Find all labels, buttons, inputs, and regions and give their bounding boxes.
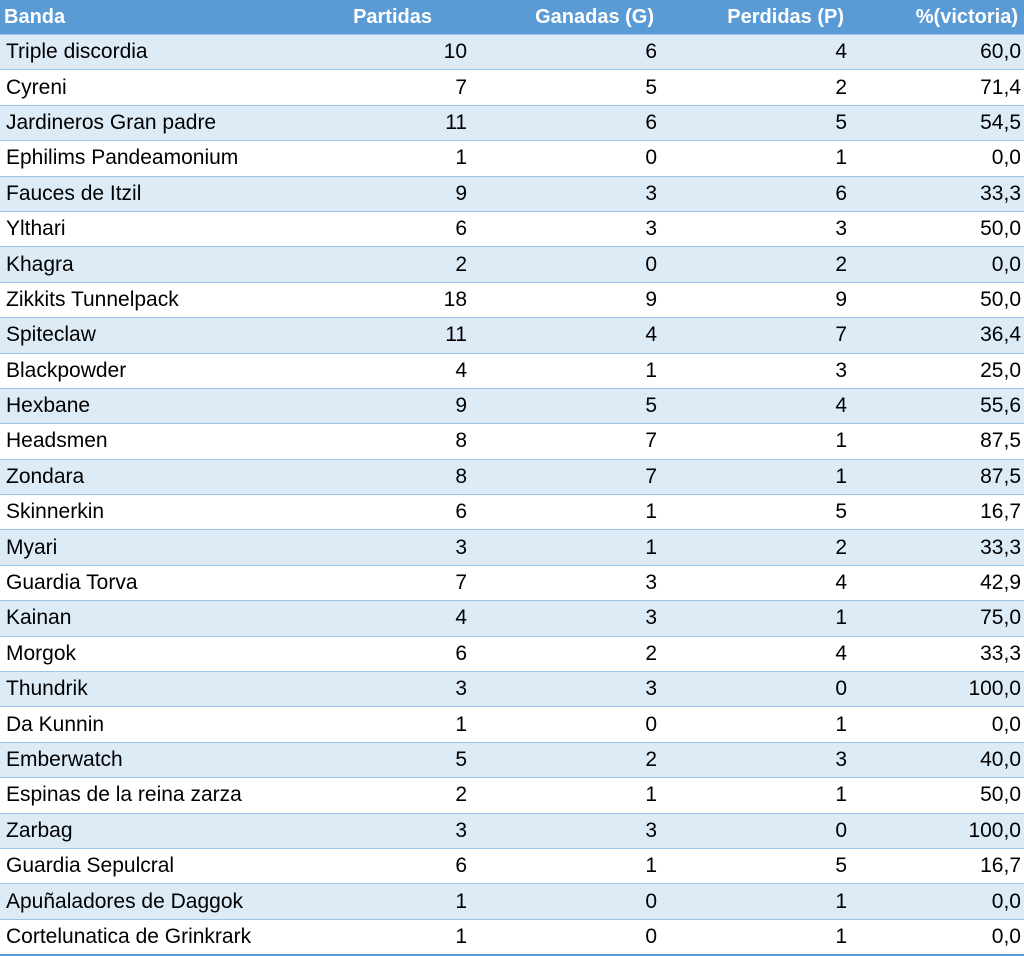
- cell-perdidas: 4: [660, 388, 850, 423]
- cell-partidas: 4: [330, 353, 470, 388]
- table-header: [0, 0, 1024, 35]
- cell-partidas: 1: [330, 919, 470, 955]
- cell-perdidas: 2: [660, 247, 850, 282]
- cell-partidas: 18: [330, 282, 470, 317]
- cell-banda: Guardia Sepulcral: [0, 848, 330, 883]
- cell-perdidas: 4: [660, 35, 850, 70]
- header-row: [0, 0, 1024, 35]
- table-row: [0, 813, 1024, 848]
- cell-banda: Myari: [0, 530, 330, 565]
- table-row: [0, 884, 1024, 919]
- cell-partidas: 1: [330, 141, 470, 176]
- cell-ganadas: 0: [470, 884, 660, 919]
- cell-perdidas: 1: [660, 424, 850, 459]
- cell-perdidas: 1: [660, 707, 850, 742]
- table-row: [0, 530, 1024, 565]
- header-victoria: %(victoria): [850, 0, 1024, 35]
- cell-ganadas: 0: [470, 141, 660, 176]
- table-row: [0, 848, 1024, 883]
- cell-banda: Khagra: [0, 247, 330, 282]
- table-row: [0, 247, 1024, 282]
- cell-banda: Zondara: [0, 459, 330, 494]
- cell-victoria: 0,0: [850, 919, 1024, 955]
- cell-banda: Zikkits Tunnelpack: [0, 282, 330, 317]
- cell-partidas: 3: [330, 530, 470, 565]
- cell-banda: Zarbag: [0, 813, 330, 848]
- cell-victoria: 55,6: [850, 388, 1024, 423]
- cell-victoria: 75,0: [850, 601, 1024, 636]
- cell-ganadas: 4: [470, 318, 660, 353]
- cell-perdidas: 1: [660, 919, 850, 955]
- cell-perdidas: 2: [660, 70, 850, 105]
- cell-ganadas: 1: [470, 848, 660, 883]
- cell-perdidas: 3: [660, 742, 850, 777]
- cell-victoria: 40,0: [850, 742, 1024, 777]
- table-row: [0, 636, 1024, 671]
- table-row: [0, 459, 1024, 494]
- cell-ganadas: 3: [470, 672, 660, 707]
- cell-ganadas: 0: [470, 247, 660, 282]
- cell-banda: Emberwatch: [0, 742, 330, 777]
- cell-perdidas: 1: [660, 459, 850, 494]
- cell-partidas: 11: [330, 318, 470, 353]
- cell-perdidas: 7: [660, 318, 850, 353]
- cell-victoria: 100,0: [850, 672, 1024, 707]
- cell-ganadas: 1: [470, 353, 660, 388]
- cell-ganadas: 6: [470, 105, 660, 140]
- cell-ganadas: 3: [470, 813, 660, 848]
- table-row: [0, 707, 1024, 742]
- table-row: [0, 141, 1024, 176]
- cell-perdidas: 3: [660, 211, 850, 246]
- cell-banda: Ylthari: [0, 211, 330, 246]
- cell-perdidas: 4: [660, 636, 850, 671]
- cell-perdidas: 1: [660, 778, 850, 813]
- cell-victoria: 71,4: [850, 70, 1024, 105]
- cell-partidas: 3: [330, 672, 470, 707]
- table-row: [0, 353, 1024, 388]
- cell-victoria: 54,5: [850, 105, 1024, 140]
- cell-partidas: 3: [330, 813, 470, 848]
- cell-banda: Ephilims Pandeamonium: [0, 141, 330, 176]
- table-row: [0, 742, 1024, 777]
- cell-ganadas: 3: [470, 211, 660, 246]
- table-row: [0, 601, 1024, 636]
- cell-victoria: 0,0: [850, 141, 1024, 176]
- cell-perdidas: 1: [660, 601, 850, 636]
- cell-ganadas: 3: [470, 176, 660, 211]
- cell-partidas: 7: [330, 565, 470, 600]
- cell-victoria: 87,5: [850, 459, 1024, 494]
- cell-perdidas: 5: [660, 105, 850, 140]
- cell-ganadas: 3: [470, 601, 660, 636]
- cell-victoria: 16,7: [850, 495, 1024, 530]
- cell-partidas: 6: [330, 211, 470, 246]
- cell-victoria: 100,0: [850, 813, 1024, 848]
- cell-partidas: 7: [330, 70, 470, 105]
- cell-victoria: 36,4: [850, 318, 1024, 353]
- cell-banda: Espinas de la reina zarza: [0, 778, 330, 813]
- cell-partidas: 1: [330, 884, 470, 919]
- cell-banda: Kainan: [0, 601, 330, 636]
- cell-perdidas: 6: [660, 176, 850, 211]
- cell-victoria: 0,0: [850, 247, 1024, 282]
- cell-perdidas: 0: [660, 672, 850, 707]
- table-row: [0, 176, 1024, 211]
- cell-perdidas: 5: [660, 495, 850, 530]
- cell-ganadas: 9: [470, 282, 660, 317]
- cell-banda: Blackpowder: [0, 353, 330, 388]
- cell-partidas: 1: [330, 707, 470, 742]
- table-row: [0, 70, 1024, 105]
- cell-ganadas: 5: [470, 70, 660, 105]
- cell-perdidas: 2: [660, 530, 850, 565]
- cell-victoria: 33,3: [850, 636, 1024, 671]
- cell-banda: Cyreni: [0, 70, 330, 105]
- cell-ganadas: 7: [470, 424, 660, 459]
- cell-partidas: 11: [330, 105, 470, 140]
- cell-perdidas: 9: [660, 282, 850, 317]
- table-row: [0, 778, 1024, 813]
- cell-banda: Hexbane: [0, 388, 330, 423]
- table-row: [0, 211, 1024, 246]
- cell-banda: Spiteclaw: [0, 318, 330, 353]
- cell-ganadas: 7: [470, 459, 660, 494]
- cell-ganadas: 1: [470, 778, 660, 813]
- cell-banda: Cortelunatica de Grinkrark: [0, 919, 330, 955]
- cell-banda: Skinnerkin: [0, 495, 330, 530]
- cell-victoria: 50,0: [850, 778, 1024, 813]
- cell-ganadas: 1: [470, 530, 660, 565]
- header-ganadas: Ganadas (G): [470, 0, 660, 35]
- cell-perdidas: 4: [660, 565, 850, 600]
- table-row: [0, 388, 1024, 423]
- cell-ganadas: 6: [470, 35, 660, 70]
- cell-victoria: 42,9: [850, 565, 1024, 600]
- cell-banda: Guardia Torva: [0, 565, 330, 600]
- table-body: [0, 35, 1024, 956]
- cell-perdidas: 5: [660, 848, 850, 883]
- header-perdidas: Perdidas (P): [660, 0, 850, 35]
- cell-banda: Jardineros Gran padre: [0, 105, 330, 140]
- table-row: [0, 495, 1024, 530]
- cell-victoria: 0,0: [850, 707, 1024, 742]
- cell-victoria: 16,7: [850, 848, 1024, 883]
- table-row: [0, 919, 1024, 955]
- cell-victoria: 25,0: [850, 353, 1024, 388]
- cell-banda: Fauces de Itzil: [0, 176, 330, 211]
- cell-partidas: 9: [330, 388, 470, 423]
- cell-victoria: 33,3: [850, 176, 1024, 211]
- header-banda: Banda: [0, 0, 330, 35]
- cell-banda: Apuñaladores de Daggok: [0, 884, 330, 919]
- cell-banda: Triple discordia: [0, 35, 330, 70]
- cell-ganadas: 2: [470, 742, 660, 777]
- cell-partidas: 10: [330, 35, 470, 70]
- header-partidas: Partidas: [330, 0, 470, 35]
- cell-banda: Headsmen: [0, 424, 330, 459]
- cell-partidas: 4: [330, 601, 470, 636]
- cell-perdidas: 1: [660, 884, 850, 919]
- table-row: [0, 105, 1024, 140]
- table-row: [0, 565, 1024, 600]
- cell-victoria: 33,3: [850, 530, 1024, 565]
- cell-ganadas: 2: [470, 636, 660, 671]
- cell-perdidas: 0: [660, 813, 850, 848]
- table-row: [0, 35, 1024, 70]
- cell-partidas: 6: [330, 636, 470, 671]
- cell-partidas: 2: [330, 247, 470, 282]
- cell-ganadas: 0: [470, 919, 660, 955]
- cell-ganadas: 0: [470, 707, 660, 742]
- cell-partidas: 2: [330, 778, 470, 813]
- cell-banda: Da Kunnin: [0, 707, 330, 742]
- cell-partidas: 9: [330, 176, 470, 211]
- table-row: [0, 424, 1024, 459]
- table-row: [0, 318, 1024, 353]
- cell-banda: Morgok: [0, 636, 330, 671]
- cell-victoria: 50,0: [850, 211, 1024, 246]
- cell-ganadas: 1: [470, 495, 660, 530]
- table-row: [0, 672, 1024, 707]
- cell-partidas: 6: [330, 848, 470, 883]
- cell-perdidas: 1: [660, 141, 850, 176]
- cell-victoria: 0,0: [850, 884, 1024, 919]
- cell-partidas: 5: [330, 742, 470, 777]
- cell-partidas: 6: [330, 495, 470, 530]
- cell-victoria: 60,0: [850, 35, 1024, 70]
- cell-ganadas: 5: [470, 388, 660, 423]
- cell-victoria: 50,0: [850, 282, 1024, 317]
- cell-perdidas: 3: [660, 353, 850, 388]
- table-row: [0, 282, 1024, 317]
- cell-partidas: 8: [330, 459, 470, 494]
- cell-ganadas: 3: [470, 565, 660, 600]
- cell-banda: Thundrik: [0, 672, 330, 707]
- cell-partidas: 8: [330, 424, 470, 459]
- cell-victoria: 87,5: [850, 424, 1024, 459]
